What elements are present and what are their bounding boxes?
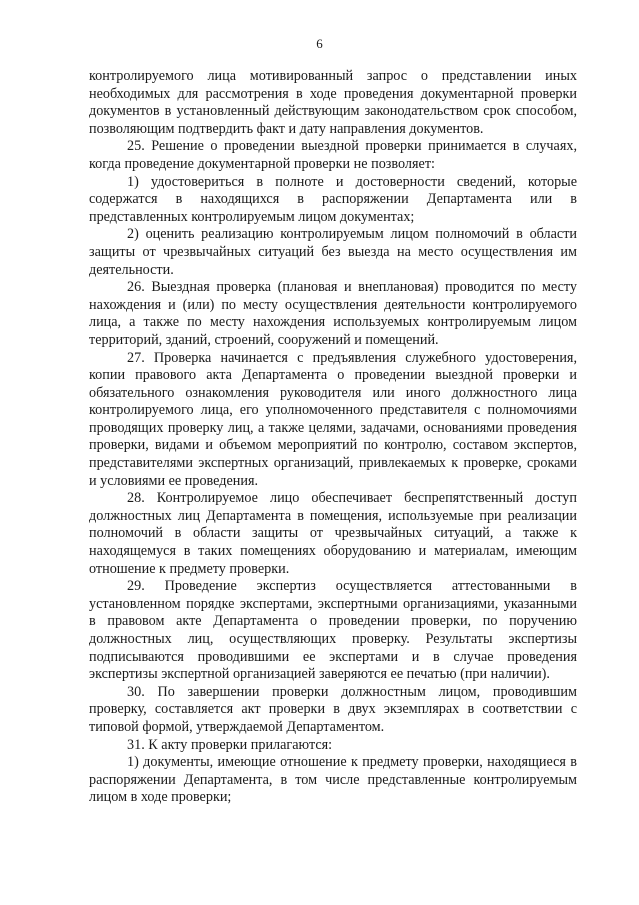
page-number: 6 xyxy=(316,36,323,51)
document-body xyxy=(89,68,577,807)
paragraph-25-item-1: 1) удостовериться в полноте и достоверности сведений, которые содержатся в находящихся в распоряжении Департамента или в представленных контролируемым лицом документах; xyxy=(89,173,577,225)
paragraph-30: 30. По завершении проверки должностным лицом, проводившим проверку, составляется акт проверки в двух экземплярах в соответствии с типовой формой, утверждаемой Департаментом. xyxy=(89,683,577,735)
paragraph-25-item-2: 2) оценить реализацию контролируемым лицом полномочий в области защиты от чрезвычайных ситуаций без выезда на место осуществления им деятельности. xyxy=(89,226,577,278)
paragraph-31-item-1: 1) документы, имеющие отношение к предмету проверки, находящиеся в распоряжении Департамента, в том числе представленные контролируемым лицом в ходе проверки; xyxy=(89,754,577,806)
paragraph-continuation: контролируемого лица мотивированный запрос о представлении иных необходимых для рассмотрения в ходе проведения документарной проверки документов в установленный действующим законодательством срок способом, позволяющим подтвердить факт и дату направления документов. xyxy=(89,68,577,137)
paragraph-26: 26. Выездная проверка (плановая и внеплановая) проводится по месту нахождения и (или) по месту осуществления деятельности контролируемого лица, а также по месту нахождения используемых контролируемым лицом территорий, зданий, строений, сооружений и помещений. xyxy=(89,279,577,348)
paragraph-25: 25. Решение о проведении выездной проверки принимается в случаях, когда проведение документарной проверки не позволяет: xyxy=(89,138,577,172)
paragraph-29: 29. Проведение экспертиз осуществляется аттестованными в установленном порядке экспертами, экспертными организациями, указанными в правовом акте Департамента о проведении проверки, по поручению должностных лиц, осуществляющих проверку. Результаты экспертизы подписываются проводившими ее экспертами и в случае проведения экспертизы экспертной организацией заверяются ее печатью (при наличии). xyxy=(89,578,577,683)
paragraph-27: 27. Проверка начинается с предъявления служебного удостоверения, копии правового акта Департамента о проведении выездной проверки и обязательного ознакомления руководителя или иного должностного лица контролируемого лица, его уполномоченного представителя с полномочиями проводящих проверку лиц, а также целями, задачами, основаниями проведения проверки, видами и объемом мероприятий по контролю, составом экспертов, представителями экспертных организаций, привлекаемых к проверке, сроками и условиями ее проведения. xyxy=(89,349,577,489)
paragraph-31: 31. К акту проверки прилагаются: xyxy=(127,736,333,753)
paragraph-28: 28. Контролируемое лицо обеспечивает беспрепятственный доступ должностных лиц Департамента в помещения, используемые при реализации полномочий в области защиты от чрезвычайных ситуаций, а также к находящемуся в таких помещениях оборудованию и материалам, имеющим отношение к предмету проверки. xyxy=(89,490,577,577)
